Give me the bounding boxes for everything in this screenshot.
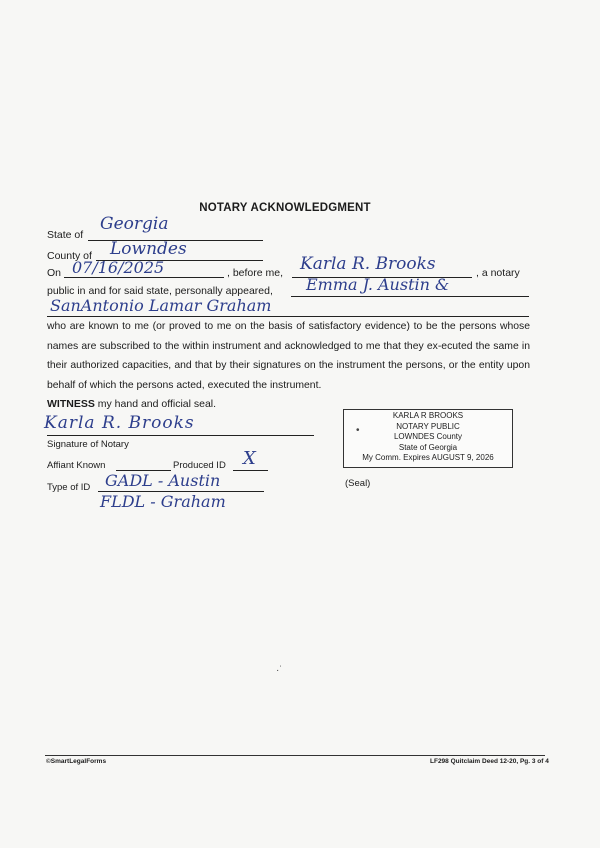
public-label: public in and for said state, personally appeared, — [47, 285, 273, 297]
acknowledgment-paragraph: who are known to me (or proved to me on the basis of satisfactory evidence) to be the persons whose names are subscribed to the within instrument and acknowledged to me that they ex-ecuted the same in their authorized capacities, and that by their signatures on the instrument the persons, or the entity upon behalf of which the persons acted, executed the instrument. — [47, 321, 530, 391]
date-line — [64, 277, 224, 278]
appeared-line-1 — [291, 296, 529, 297]
stray-mark: ·˙ — [276, 665, 283, 676]
on-label: On — [47, 267, 62, 279]
footer-left: ©SmartLegalForms — [46, 758, 107, 765]
witness-rest: my hand and official seal. — [94, 398, 217, 410]
appeared-value-2: SanAntonio Lamar Graham — [50, 296, 272, 315]
seal-line-title: NOTARY PUBLIC — [396, 421, 460, 431]
state-label: State of — [47, 229, 84, 241]
signature-line — [47, 435, 314, 436]
seal-line-name: KARLA R BROOKS — [392, 411, 464, 420]
before-me-label: , before me, — [227, 267, 284, 279]
produced-id-line — [233, 470, 268, 471]
date-value: 07/16/2025 — [72, 258, 165, 277]
seal-line-county: LOWNDES County — [393, 432, 463, 441]
type-of-id-label: Type of ID — [47, 482, 91, 493]
witness-bold: WITNESS — [47, 398, 95, 410]
affiant-known-label: Affiant Known — [47, 460, 106, 471]
witness-statement — [47, 398, 216, 410]
signature-label: Signature of Notary — [47, 439, 129, 450]
footer-right: LF298 Quitclaim Deed 12-20, Pg. 3 of 4 — [430, 758, 549, 765]
seal-dot: • — [356, 425, 360, 436]
seal-line-expiry: My Comm. Expires AUGUST 9, 2026 — [362, 453, 494, 462]
notary-signature: Karla R. Brooks — [44, 413, 195, 433]
id-value-2: FLDL - Graham — [100, 492, 226, 511]
appeared-value-1: Emma J. Austin & — [306, 275, 450, 294]
county-value: Lowndes — [110, 239, 187, 259]
seal-line-state: State of Georgia — [398, 442, 458, 452]
notary-seal-stamp — [343, 409, 513, 468]
footer-rule — [45, 755, 545, 756]
seal-label: (Seal) — [345, 478, 371, 489]
county-label: County of — [47, 250, 92, 262]
produced-id-label: Produced ID — [173, 460, 226, 471]
notary-name-value: Karla R. Brooks — [300, 254, 436, 274]
id-value-1: GADL - Austin — [105, 471, 221, 490]
document-title: NOTARY ACKNOWLEDGMENT — [199, 202, 371, 214]
state-value: Georgia — [100, 214, 169, 234]
a-notary-label: , a notary — [476, 267, 520, 279]
produced-id-mark: X — [243, 448, 256, 469]
